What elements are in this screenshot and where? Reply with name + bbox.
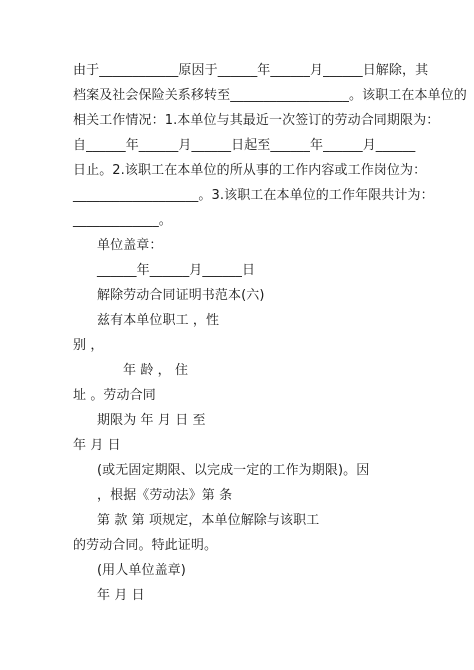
template-line-1: 兹有本单位职工 ，性 (97, 313, 220, 328)
employer-seal-label: (用人单位盖章) (97, 563, 186, 578)
paragraph-line-7: _____________。 (73, 213, 172, 228)
seal-label: 单位盖章： (97, 238, 163, 253)
template-line-9: 第 款 第 项规定，本单位解除与该职工 (97, 513, 320, 528)
template-line-8: ，根据《劳动法》第 条 (97, 488, 233, 503)
date-blank-line: ______年______月______日 (97, 263, 256, 278)
template-line-5: 期限为 年 月 日 至 (97, 413, 206, 428)
paragraph-line-3: 相关工作情况：1.本单位与其最近一次签订的劳动合同期限为： (73, 113, 440, 128)
template-line-4: 址 。劳动合同 (73, 388, 156, 403)
paragraph-line-6: ___________________。3.该职工在本单位的工作年限共计为： (73, 188, 434, 203)
template-line-2: 别 ， (73, 338, 104, 353)
section-title: 解除劳动合同证明书范本(六) (97, 288, 265, 303)
paragraph-line-2: 档案及社会保险关系移转至__________________。该职工在本单位的 (73, 88, 467, 103)
template-line-6: 年 月 日 (73, 438, 121, 453)
template-line-7: (或无固定期限、以完成一定的工作为期限)。因 (97, 463, 370, 478)
paragraph-line-5: 日止。2.该职工在本单位的所从事的工作内容或工作岗位为： (73, 163, 427, 178)
paragraph-line-1: 由于____________原因于______年______月______日解除，其 (73, 63, 429, 78)
paragraph-line-4: 自______年______月______日起至______年______月______ (73, 138, 416, 153)
employer-date-line: 年 月 日 (97, 588, 145, 603)
template-line-10: 的劳动合同。特此证明。 (73, 538, 218, 553)
template-line-3: 年 龄 ， 住 (123, 363, 189, 378)
